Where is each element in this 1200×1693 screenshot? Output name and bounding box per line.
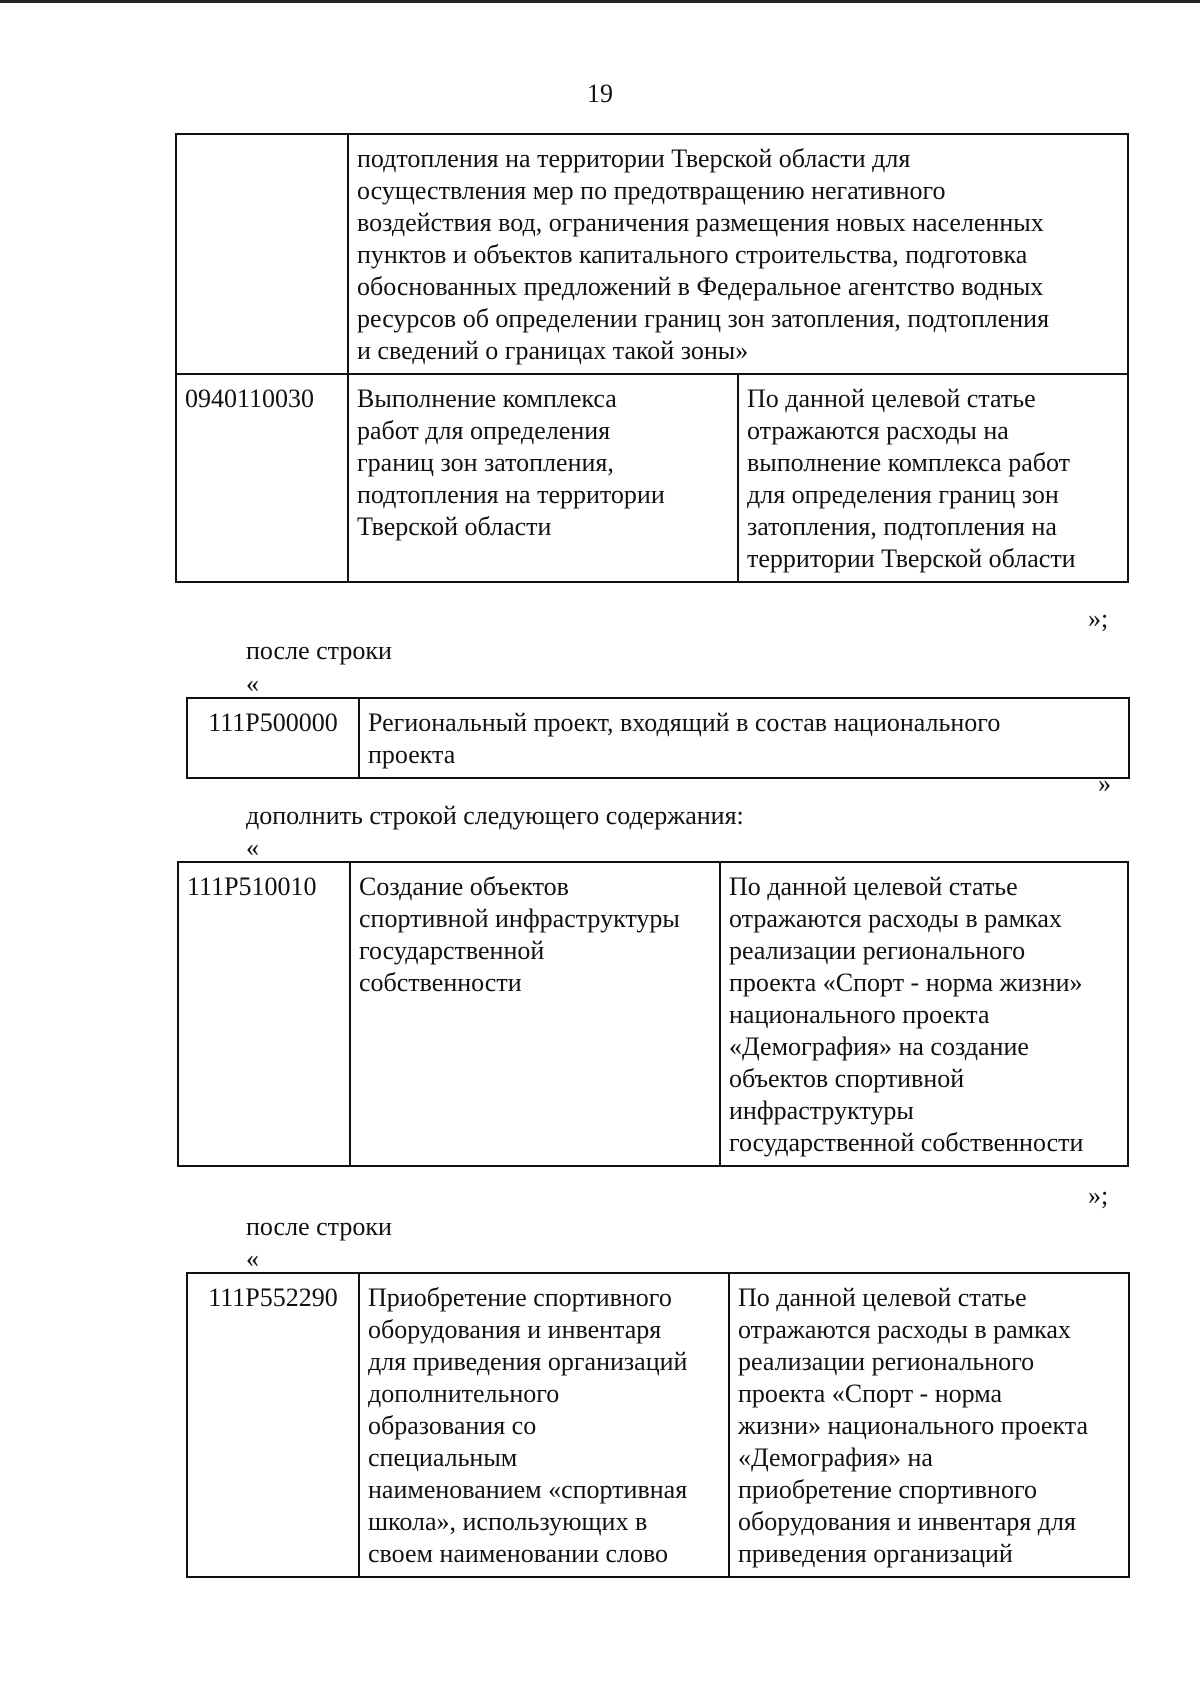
description-cell: По данной целевой статье отражаются расходы на выполнение комплекса работ для определения границ зон затопления, подтопления на территории Тверской области — [738, 374, 1128, 582]
instruction-text: после строки — [246, 636, 392, 665]
code-cell: 111P500000 — [187, 698, 359, 778]
closing-quote: » — [1098, 769, 1111, 798]
name-cell: Приобретение спортивного оборудования и инвентаря для приведения организаций дополнительного образования со специальным наименованием «спортивная школа», использующих в своем наименовании слово — [359, 1273, 729, 1577]
table-continued — [175, 133, 1129, 583]
code-cell: 0940110030 — [176, 374, 348, 582]
table-row — [187, 698, 1129, 778]
scan-edge — [0, 0, 1200, 3]
table-reference-row-2 — [186, 1272, 1130, 1578]
table-reference-row — [186, 697, 1130, 779]
opening-quote: « — [246, 833, 259, 862]
description-cell: По данной целевой статье отражаются расходы в рамках реализации регионального проекта «Спорт - норма жизни» национального проекта «Демография» на создание объектов спортивной инфраструктуры государственной собственности — [720, 862, 1128, 1166]
name-cell: Региональный проект, входящий в состав национального проекта — [359, 698, 1129, 778]
description-cell: По данной целевой статье отражаются расходы в рамках реализации регионального проекта «Спорт - норма жизни» национального проекта «Демография» на приобретение спортивного оборудования и инвентаря для приведения организаций — [729, 1273, 1129, 1577]
code-cell-empty — [176, 134, 348, 374]
closing-quote: »; — [1088, 1181, 1109, 1210]
continued-text-cell: подтопления на территории Тверской области для осуществления мер по предотвращению негативного воздействия вод, ограничения размещения новых населенных пунктов и объектов капитального строительства, подготовка обоснованных предложений в Федеральное агентство водных ресурсов об определении границ зон затопления, подтопления и сведений о границах такой зоны» — [348, 134, 1128, 374]
code-cell: 111P552290 — [187, 1273, 359, 1577]
name-cell: Выполнение комплекса работ для определения границ зон затопления, подтопления на территории Тверской области — [348, 374, 738, 582]
table-row — [176, 374, 1128, 582]
instruction-text: дополнить строкой следующего содержания: — [246, 801, 744, 830]
table-row — [187, 1273, 1129, 1577]
page-number: 19 — [587, 79, 613, 108]
table-row — [176, 134, 1128, 374]
code-cell: 111P510010 — [178, 862, 350, 1166]
table-row — [178, 862, 1128, 1166]
opening-quote: « — [246, 1244, 259, 1273]
instruction-text: после строки — [246, 1212, 392, 1241]
opening-quote: « — [246, 669, 259, 698]
closing-quote: »; — [1088, 604, 1109, 633]
table-new-row — [177, 861, 1129, 1167]
name-cell: Создание объектов спортивной инфраструктуры государственной собственности — [350, 862, 720, 1166]
